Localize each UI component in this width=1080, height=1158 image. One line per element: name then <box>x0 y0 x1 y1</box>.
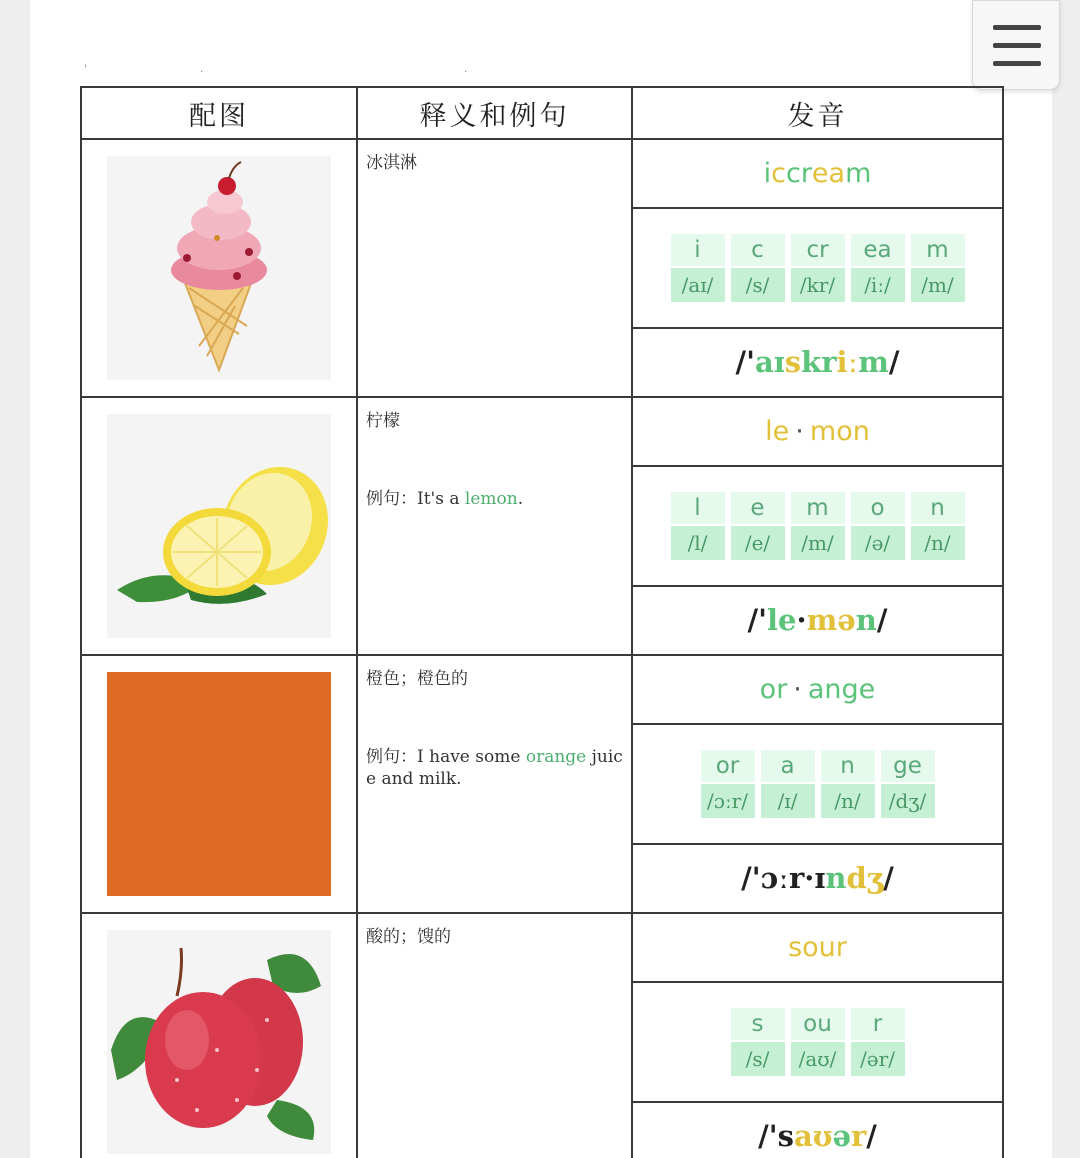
pronunciation-cell <box>632 397 1003 655</box>
phonics-tile <box>881 750 935 818</box>
tile-letters: m <box>791 492 845 524</box>
chinese-meaning: 柠檬 <box>366 411 400 431</box>
example-text: juice and milk. <box>366 747 623 789</box>
phonics-tile <box>701 750 755 818</box>
example-prefix: 例句： <box>366 747 417 767</box>
chinese-meaning: 橙色；橙色的 <box>366 669 468 689</box>
tile-sound: /m/ <box>791 526 845 560</box>
tile-sound: /s/ <box>731 268 785 302</box>
tile-letters: o <box>851 492 905 524</box>
table-row <box>81 913 1003 1158</box>
phonics-tile <box>851 234 905 302</box>
syllable-word <box>633 914 1002 983</box>
tile-letters: e <box>731 492 785 524</box>
tile-letters: or <box>701 750 755 782</box>
table-header-row <box>81 87 1003 139</box>
ipa-part: ɔːr <box>760 860 805 895</box>
tile-sound: /dʒ/ <box>881 784 935 818</box>
tile-letters: m <box>911 234 965 266</box>
tile-sound: /ər/ <box>851 1042 905 1076</box>
ipa-transcription <box>633 587 1002 652</box>
word-part: le <box>765 416 790 447</box>
scan-dot: . <box>464 64 468 75</box>
word-part: ange <box>807 674 876 705</box>
ipa-part: s <box>777 1118 794 1153</box>
ipa-part: · <box>804 860 815 895</box>
phonics-tile <box>731 492 785 560</box>
phonics-tile <box>731 234 785 302</box>
meaning-cell <box>357 397 632 655</box>
ipa-part: aɪ <box>754 344 785 379</box>
phonics-tile <box>791 492 845 560</box>
pronunciation-cell <box>632 139 1003 397</box>
ipa-part: /' <box>747 602 768 637</box>
tile-sound: /e/ <box>731 526 785 560</box>
ipa-part: r <box>850 1118 867 1153</box>
tile-sound: /iː/ <box>851 268 905 302</box>
tile-letters: c <box>731 234 785 266</box>
picture-cell <box>81 655 357 913</box>
tile-sound: /l/ <box>671 526 725 560</box>
picture-cell <box>81 913 357 1158</box>
example-sentence <box>366 746 623 790</box>
picture-cell <box>81 139 357 397</box>
ipa-part: dʒ <box>846 860 884 895</box>
table-row <box>81 397 1003 655</box>
tile-sound: /n/ <box>911 526 965 560</box>
ipa-part: /' <box>741 860 761 895</box>
meaning-cell <box>357 913 632 1158</box>
ice-cream-icon <box>107 156 331 380</box>
hawthorn-fruit-icon <box>107 930 331 1154</box>
tile-sound: /m/ <box>911 268 965 302</box>
phonics-tiles <box>633 467 1002 587</box>
phonics-tile <box>911 492 965 560</box>
word-part: cr <box>785 158 812 189</box>
word-part: · <box>793 674 802 705</box>
ipa-part: /' <box>735 344 755 379</box>
tile-letters: n <box>911 492 965 524</box>
scan-dot: . <box>200 64 204 75</box>
phonics-tile <box>671 492 725 560</box>
ipa-transcription <box>633 845 1002 910</box>
phonics-tile <box>731 1008 785 1076</box>
meaning-cell <box>357 139 632 397</box>
ipa-part: /' <box>758 1118 778 1153</box>
orange-color-swatch <box>107 672 331 896</box>
chinese-meaning: 酸的；馊的 <box>366 927 451 947</box>
word-part: i <box>763 158 772 189</box>
ipa-part: ə <box>832 1118 851 1153</box>
phonics-tile <box>911 234 965 302</box>
phonics-tile <box>821 750 875 818</box>
ipa-part: / <box>888 344 900 379</box>
phonics-tiles <box>633 725 1002 845</box>
phonics-tile <box>851 492 905 560</box>
menu-button[interactable] <box>972 0 1060 90</box>
tile-letters: ou <box>791 1008 845 1040</box>
tile-sound: /kr/ <box>791 268 845 302</box>
example-prefix: 例句： <box>366 489 417 509</box>
hamburger-line <box>993 25 1041 30</box>
hamburger-line <box>993 43 1041 48</box>
word-picture <box>107 930 331 1154</box>
chinese-meaning: 冰淇淋 <box>366 153 417 173</box>
tile-letters: n <box>821 750 875 782</box>
ipa-part: · <box>796 602 807 637</box>
scan-dot: ' <box>84 64 87 75</box>
word-part: · <box>795 416 804 447</box>
tile-sound: /aɪ/ <box>671 268 725 302</box>
word-part: m <box>845 158 872 189</box>
ipa-part: kr <box>801 344 837 379</box>
word-part: or <box>759 674 788 705</box>
tile-letters: i <box>671 234 725 266</box>
column-header-pronunciation: 发音 <box>632 87 1003 139</box>
hamburger-line <box>993 61 1041 66</box>
tile-letters: cr <box>791 234 845 266</box>
ipa-part: ɪ <box>814 860 826 895</box>
phonics-tiles <box>633 209 1002 329</box>
pronunciation-cell <box>632 913 1003 1158</box>
tile-letters: l <box>671 492 725 524</box>
ipa-part: le <box>767 602 797 637</box>
ipa-part: / <box>883 860 894 895</box>
phonics-tile <box>761 750 815 818</box>
ipa-transcription <box>633 329 1002 394</box>
word-part: c <box>771 158 786 189</box>
ipa-part: m <box>858 344 889 379</box>
ipa-part: s <box>784 344 802 379</box>
ipa-part: iː <box>836 344 859 379</box>
column-header-picture: 配图 <box>81 87 357 139</box>
vocabulary-table <box>80 86 1004 1158</box>
ipa-part: n <box>855 602 877 637</box>
column-header-meaning: 释义和例句 <box>357 87 632 139</box>
tile-letters: a <box>761 750 815 782</box>
tile-sound: /n/ <box>821 784 875 818</box>
tile-sound: /ɔːr/ <box>701 784 755 818</box>
pronunciation-cell <box>632 655 1003 913</box>
phonics-tile <box>791 1008 845 1076</box>
ipa-transcription <box>633 1103 1002 1158</box>
example-text: It's a <box>417 489 465 509</box>
example-text: I have some <box>417 747 526 767</box>
lemon-icon <box>107 414 331 638</box>
word-picture <box>107 672 331 896</box>
table-row <box>81 655 1003 913</box>
phonics-tile <box>671 234 725 302</box>
picture-cell <box>81 397 357 655</box>
syllable-word <box>633 398 1002 467</box>
tile-letters: ea <box>851 234 905 266</box>
tile-letters: r <box>851 1008 905 1040</box>
ipa-part: n <box>825 860 847 895</box>
word-picture <box>107 414 331 638</box>
syllable-word <box>633 140 1002 209</box>
tile-letters: ge <box>881 750 935 782</box>
phonics-tile <box>851 1008 905 1076</box>
example-highlight: lemon <box>464 489 518 509</box>
ipa-part: / <box>866 1118 877 1153</box>
phonics-tile <box>791 234 845 302</box>
tile-sound: /ɪ/ <box>761 784 815 818</box>
example-sentence <box>366 488 623 510</box>
example-text: . <box>517 489 524 509</box>
table-row <box>81 139 1003 397</box>
ipa-part: / <box>876 602 888 637</box>
tile-letters: s <box>731 1008 785 1040</box>
syllable-word <box>633 656 1002 725</box>
tile-sound: /s/ <box>731 1042 785 1076</box>
word-part: mon <box>809 416 870 447</box>
word-part: sour <box>788 932 847 963</box>
ipa-part: mə <box>806 602 856 637</box>
tile-sound: /aʊ/ <box>791 1042 845 1076</box>
example-highlight: orange <box>525 747 587 767</box>
meaning-cell <box>357 655 632 913</box>
word-picture <box>107 156 331 380</box>
tile-sound: /ə/ <box>851 526 905 560</box>
ipa-part: aʊ <box>793 1118 833 1153</box>
phonics-tiles <box>633 983 1002 1103</box>
word-part: ea <box>811 158 846 189</box>
